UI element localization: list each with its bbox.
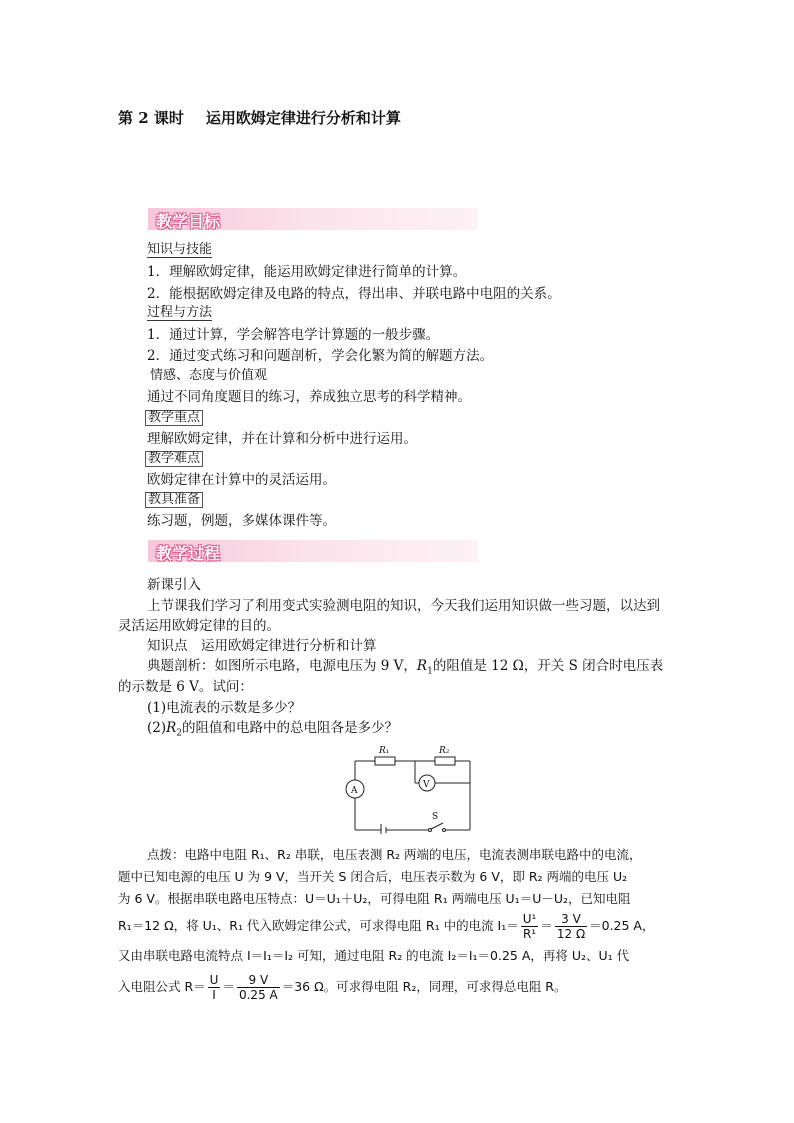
fraction-u-i: $\frac{U}{I}$ xyxy=(209,973,219,1002)
intro-line-1: 上节课我们学习了利用变式实验测电阻的知识，今天我们运用知识做一些习题，以达到 xyxy=(147,598,660,614)
attitude-label: 情感、态度与价值观 xyxy=(150,368,268,383)
process-method-label: 过程与方法 xyxy=(147,305,213,320)
teaching-prep-text: 练习题，例题，多媒体课件等。 xyxy=(147,513,336,529)
teaching-difficulty-label: 教学难点 xyxy=(145,451,203,467)
hint-line-5: 又由串联电路电流特点 I＝I₁＝I₂ 可知，通过电阻 R₂ 的电流 I₂＝I₁＝0.25 A，再将 U₂、U₁ 代 xyxy=(118,948,630,963)
knowledge-skills-label: 知识与技能 xyxy=(147,242,213,257)
fraction-9v-025a: $\frac{9 V}{0.25 A}$ xyxy=(238,973,278,1002)
process-banner xyxy=(148,540,478,562)
hint-line-6: 入电阻公式 R＝ $\frac{U}{I}$ ＝ $\frac{9 V}{0.25 A}$ ＝36 Ω。可求得电阻 R₂，同理，可求得总电阻 R。 xyxy=(118,973,567,1002)
teaching-focus-label: 教学重点 xyxy=(145,410,203,426)
objective-k2: 2．能根据欧姆定律及电路的特点，得出串、并联电路中电阻的关系。 xyxy=(147,286,561,302)
resistor-r2 xyxy=(435,757,455,765)
objective-a1: 通过不同角度题目的练习，养成独立思考的科学精神。 xyxy=(147,389,471,405)
objective-k1: 1．理解欧姆定律，能运用欧姆定律进行简单的计算。 xyxy=(147,264,467,280)
teaching-focus-text: 理解欧姆定律，并在计算和分析中进行运用。 xyxy=(147,431,417,447)
intro-line-2: 灵活运用欧姆定律的目的。 xyxy=(118,618,280,634)
example-line-2: 的示数是 6 V。试问： xyxy=(118,679,253,695)
voltmeter-label: V xyxy=(423,780,430,790)
page-title xyxy=(118,107,401,128)
lesson-number: 第 2 课时 xyxy=(118,109,184,127)
switch-label: S xyxy=(432,812,439,822)
question-1: (1)电流表的示数是多少？ xyxy=(147,700,302,716)
r2-label: R₂ xyxy=(439,746,450,756)
objectives-banner xyxy=(148,208,478,230)
teaching-difficulty-text: 欧姆定律在计算中的灵活运用。 xyxy=(147,472,336,488)
ammeter-label: A xyxy=(351,786,358,796)
hint-line-4: R₁＝12 Ω，将 U₁、R₁ 代入欧姆定律公式，可求得电阻 R₁ 中的电流 I₁＝ $\frac{\text{U¹}}{\text{R¹}}$ ＝ $\frac{3 V}{12 \Omega}$ ＝0.25 A， xyxy=(118,912,655,941)
knowledge-point: 知识点 运用欧姆定律进行分析和计算 xyxy=(147,638,377,654)
resistor-r1 xyxy=(375,757,395,765)
objective-p1: 1．通过计算，学会解答电学计算题的一般步骤。 xyxy=(147,327,440,343)
lesson-title: 运用欧姆定律进行分析和计算 xyxy=(205,109,401,127)
hint-line-3: 为 6 V。根据串联电路电压特点：U＝U₁＋U₂，可得电阻 R₁ 两端电压 U₁＝U－U₂，已知电阻 xyxy=(118,891,631,906)
objectives-banner-text: 教学目标 xyxy=(156,212,221,231)
circuit-diagram xyxy=(340,742,480,834)
hint-line-1: 点拨：电路中电阻 R₁、R₂ 串联，电压表测 R₂ 两端的电压，电流表测串联电路中的电流， xyxy=(147,847,642,862)
hint-line-2: 题中已知电源的电压 U 为 9 V，当开关 S 闭合后，电压表示数为 6 V，即 R₂ 两端的电压 U₂ xyxy=(118,869,628,884)
r1-symbol: R xyxy=(416,658,428,674)
objective-p2: 2．通过变式练习和问题剖析，学会化繁为简的解题方法。 xyxy=(147,348,494,364)
r1-label: R₁ xyxy=(379,746,390,756)
process-banner-text: 教学过程 xyxy=(156,544,221,563)
teaching-prep-label: 教具准备 xyxy=(145,492,203,508)
fraction-u1-r1: $\frac{\text{U¹}}{\text{R¹}}$ xyxy=(522,912,537,941)
example-line-1: 典题剖析：如图所示电路，电源电压为 9 V，$R_1$的阻值是 12 Ω，开关 S 闭合时电压表 xyxy=(147,658,664,677)
question-2: $(2)R_2$的阻值和电路中的总电阻各是多少？ xyxy=(147,720,399,739)
intro-label: 新课引入 xyxy=(147,577,201,593)
fraction-3v-12ohm: $\frac{3 V}{12 \Omega}$ xyxy=(556,912,586,941)
switch-lever xyxy=(431,823,443,829)
